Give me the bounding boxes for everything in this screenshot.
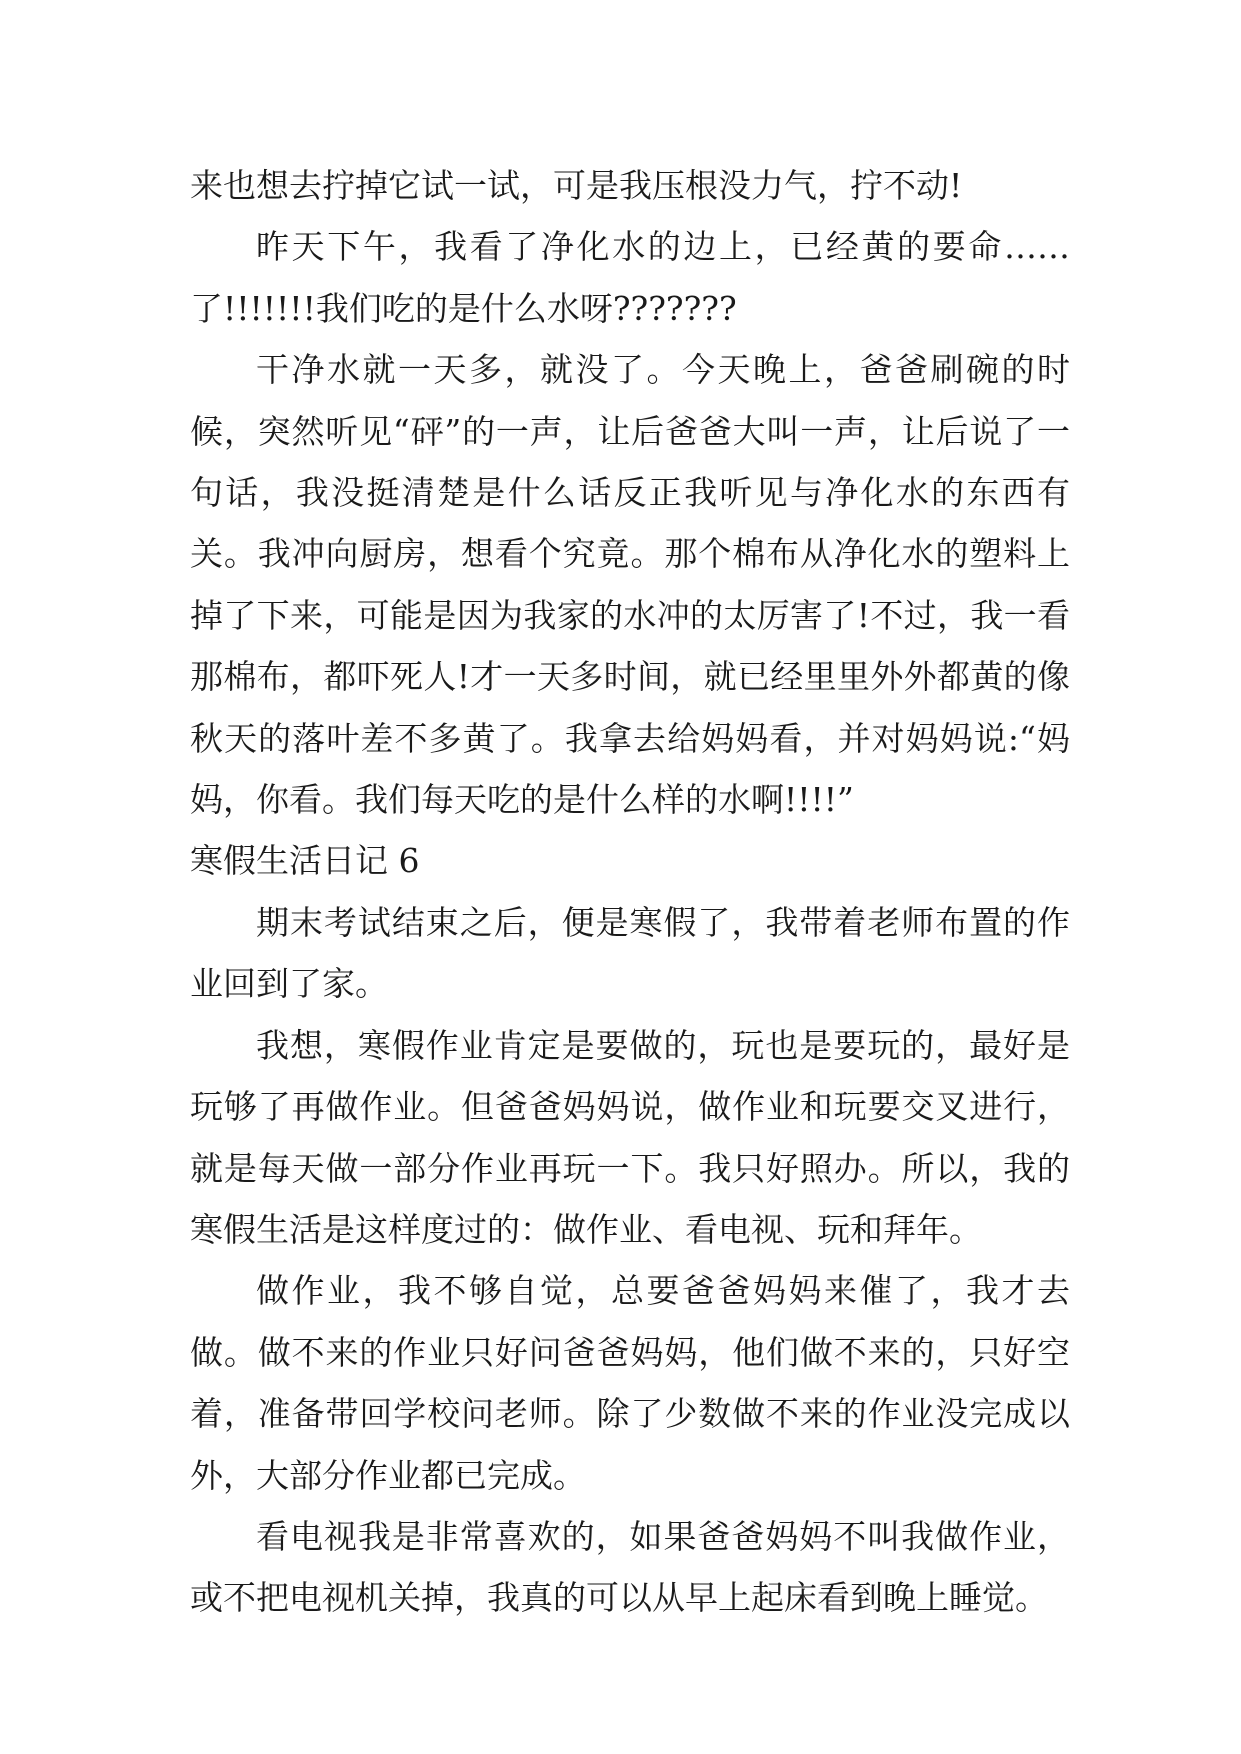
- paragraph-2: 昨天下午，我看了净化水的边上，已经黄的要命……了!!!!!!!我们吃的是什么水呀???????: [190, 227, 1070, 328]
- paragraph-7: 看电视我是非常喜欢的，如果爸爸妈妈不叫我做作业，或不把电视机关掉，我真的可以从早上起床看到晚上睡觉。: [190, 1516, 1070, 1618]
- paragraph-3: 干净水就一天多，就没了。今天晚上，爸爸刷碗的时候，突然听见“砰”的一声，让后爸爸大叫一声，让后说了一句话，我没挺清楚是什么话反正我听见与净化水的东西有关。我冲向厨房，想看个究竟。那个棉布从净化水的塑料上掉了下来，可能是因为我家的水冲的太厉害了!不过，我一看那棉布，都吓死人!才一天多时间，就已经里里外外都黄的像秋天的落叶差不多黄了。我拿去给妈妈看，并对妈妈说:“妈妈，你看。我们每天吃的是什么样的水啊!!!!”: [190, 350, 1070, 820]
- paragraph-4: 期末考试结束之后，便是寒假了，我带着老师布置的作业回到了家。: [190, 902, 1070, 1004]
- paragraph-6: 做作业，我不够自觉，总要爸爸妈妈来催了，我才去做。做不来的作业只好问爸爸妈妈，他们做不来的，只好空着，准备带回学校问老师。除了少数做不来的作业没完成以外，大部分作业都已完成。: [190, 1271, 1070, 1495]
- paragraph-5: 我想，寒假作业肯定是要做的，玩也是要玩的，最好是玩够了再做作业。但爸爸妈妈说，做作业和玩要交叉进行，就是每天做一部分作业再玩一下。我只好照办。所以，我的寒假生活是这样度过的：做作业、看电视、玩和拜年。: [190, 1025, 1070, 1249]
- paragraph-1: 来也想去拧掉它试一试，可是我压根没力气，拧不动!: [190, 166, 963, 205]
- section-heading: 寒假生活日记 6: [190, 841, 420, 881]
- document-body: [190, 155, 1070, 1629]
